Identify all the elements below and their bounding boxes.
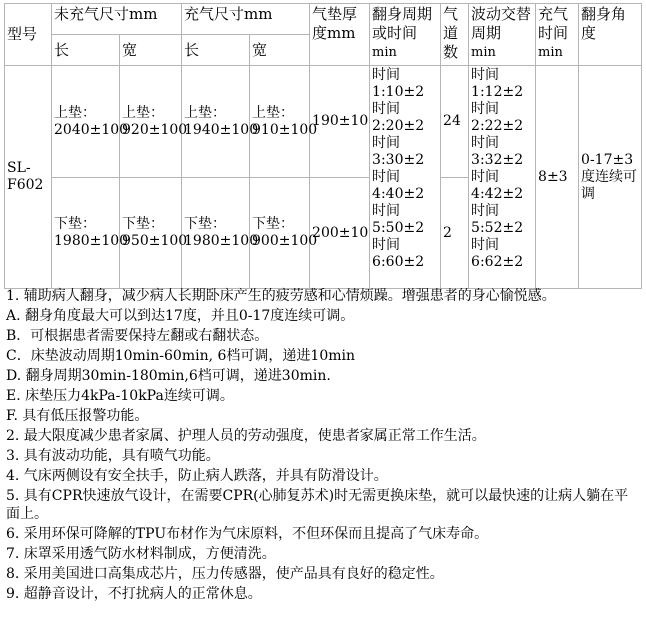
- header-turn-period: [370, 4, 441, 66]
- wave-time-3: 时间 3:32±2: [471, 135, 524, 168]
- note-3: 3. 具有波动功能，具有喷气功能。: [6, 448, 220, 464]
- header-turn-period-unit: min: [372, 45, 397, 60]
- wave-time-6: 时间 6:62±2: [471, 237, 524, 270]
- header-wave-period: [469, 4, 536, 66]
- header-model: 型号: [5, 4, 52, 66]
- feature-notes: [6, 287, 642, 605]
- header-inflated-length: 长: [182, 35, 250, 66]
- note-4: 4. 气床两侧设有安全扶手，防止病人跌落，并具有防滑设计。: [6, 468, 388, 484]
- lower-uninflated-width: 下垫：950±100: [120, 178, 182, 289]
- header-inflate-time-unit: min: [538, 45, 563, 60]
- header-inflated-width: 宽: [250, 35, 310, 66]
- note-9: 9. 超静音设计，不打扰病人的正常休息。: [6, 586, 262, 602]
- header-uninflated-size: 未充气尺寸mm: [52, 4, 182, 35]
- upper-uninflated-length: 上垫：2040±100: [52, 66, 120, 178]
- header-uninflated-length: 长: [52, 35, 120, 66]
- turn-angle-cell: 0-17±3度连续可调: [579, 66, 642, 289]
- note-1: 1. 辅助病人翻身，减少病人长期卧床产生的疲劳感和心情烦躁。增强患者的身心愉悦感。: [6, 288, 556, 304]
- note-2: 2. 最大限度减少患者家属、护理人员的劳动强度，使患者家属正常工作生活。: [6, 428, 486, 444]
- lower-channels: 2: [441, 178, 469, 289]
- wave-time-1: 时间 1:12±2: [471, 67, 524, 100]
- header-wave-period-unit: min: [471, 45, 496, 60]
- turn-time-6: 时间 6:60±2: [372, 237, 425, 270]
- wave-time-5: 时间 5:52±2: [471, 203, 524, 236]
- upper-channels: 24: [441, 66, 469, 178]
- turn-time-4: 时间 4:40±2: [372, 169, 425, 202]
- note-b: B．可根据患者需要保持左翻或右翻状态。: [6, 328, 269, 344]
- lower-inflated-length: 下垫：1980±100: [182, 178, 250, 289]
- turn-time-5: 时间 5:50±2: [372, 203, 425, 236]
- header-inflate-time-label: 充气时间: [538, 5, 569, 42]
- lower-inflated-width: 下垫：900±100: [250, 178, 310, 289]
- note-a: A. 翻身角度最大可以到达17度，并且0-17度连续可调。: [6, 308, 355, 324]
- header-wave-period-label: 波动交替周期: [471, 5, 532, 42]
- model-cell: SL-F602: [5, 66, 52, 289]
- header-turn-period-label: 翻身周期或时间: [372, 5, 433, 42]
- spec-table: [4, 3, 642, 289]
- note-8: 8. 采用美国进口高集成芯片，压力传感器，使产品具有良好的稳定性。: [6, 566, 444, 582]
- lower-uninflated-length: 下垫：1980±100: [52, 178, 120, 289]
- header-turn-angle: 翻身角度: [579, 4, 642, 66]
- wave-time-4: 时间 4:42±2: [471, 169, 524, 202]
- note-6: 6. 采用环保可降解的TPU布材作为气床原料，不但环保而且提高了气床寿命。: [6, 526, 489, 542]
- header-inflated-size: 充气尺寸mm: [182, 4, 310, 35]
- note-d: D. 翻身周期30min-180min,6档可调，递进30min.: [6, 368, 331, 384]
- turn-time-2: 时间 2:20±2: [372, 101, 425, 134]
- upper-inflated-length: 上垫：1940±100: [182, 66, 250, 178]
- header-channels: 气道数: [441, 4, 469, 66]
- note-7: 7. 床罩采用透气防水材料制成，方便清洗。: [6, 546, 276, 562]
- note-f: F. 具有低压报警功能。: [6, 408, 149, 424]
- turn-time-1: 时间 1:10±2: [372, 67, 425, 100]
- upper-thickness: 190±10: [310, 66, 370, 178]
- wave-period-cell: [469, 66, 536, 289]
- upper-uninflated-width: 上垫：920±100: [120, 66, 182, 178]
- header-thickness: 气垫厚度mm: [310, 4, 370, 66]
- lower-thickness: 200±10: [310, 178, 370, 289]
- wave-time-2: 时间 2:22±2: [471, 101, 524, 134]
- upper-inflated-width: 上垫：910±100: [250, 66, 310, 178]
- inflate-time-cell: 8±3: [536, 66, 579, 289]
- note-5: 5. 具有CPR快速放气设计，在需要CPR(心肺复苏术)时无需更换床垫，就可以最快速的让病人躺在平面上。: [6, 488, 629, 522]
- header-uninflated-width: 宽: [120, 35, 182, 66]
- note-c: C．床垫波动周期10min-60min, 6档可调，递进10min: [6, 348, 356, 364]
- turn-time-3: 时间 3:30±2: [372, 135, 425, 168]
- note-e: E. 床垫压力4kPa-10kPa连续可调。: [6, 388, 234, 404]
- header-inflate-time: [536, 4, 579, 66]
- turn-period-cell: [370, 66, 441, 289]
